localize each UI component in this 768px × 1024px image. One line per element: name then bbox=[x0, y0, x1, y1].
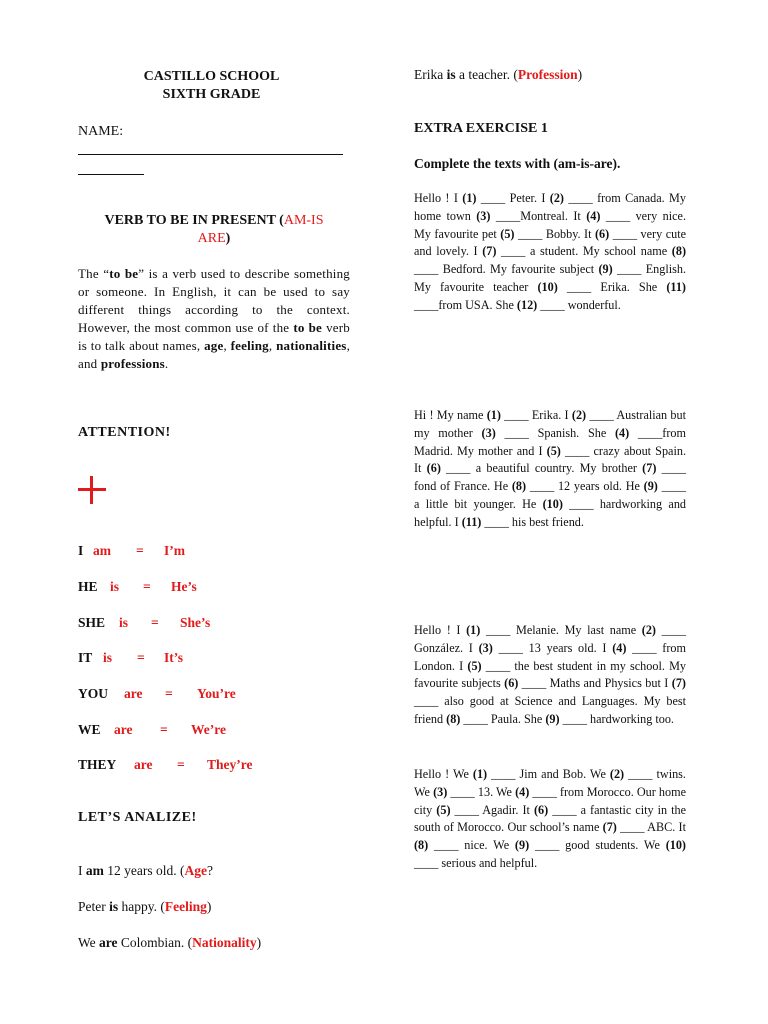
example-pre: We bbox=[78, 935, 100, 950]
equals-sign: = bbox=[151, 615, 159, 630]
blank-number: (9) bbox=[643, 479, 658, 494]
text-run: Hello ! I bbox=[414, 191, 463, 205]
intro-text-1: The “ bbox=[78, 266, 110, 281]
example-close: ) bbox=[577, 67, 583, 82]
contraction: We’re bbox=[191, 722, 226, 737]
text-run: ____from USA. She bbox=[414, 297, 517, 312]
example-post: happy. ( bbox=[118, 899, 165, 914]
text-run: ____ from Canada. My home town bbox=[414, 191, 686, 223]
text-run: ____ Erika. She bbox=[557, 279, 667, 294]
blank-number: (8) bbox=[414, 838, 429, 853]
example-category: Profession bbox=[517, 67, 578, 82]
pronoun: YOU bbox=[78, 686, 108, 701]
text-run: ____ hardworking too. bbox=[559, 711, 674, 726]
text-run: ____ Erika. I bbox=[500, 408, 572, 422]
text-run: ____ hardworking and helpful. I bbox=[414, 496, 687, 529]
text-run: ____ Jim and Bob. We bbox=[487, 767, 610, 781]
contraction: He’s bbox=[171, 579, 197, 594]
blank-number: (3) bbox=[481, 425, 496, 440]
example-verb: am bbox=[85, 863, 104, 878]
intro-feeling: feeling bbox=[230, 338, 269, 353]
exercise-text-1 bbox=[414, 190, 686, 315]
section-title-text: VERB TO BE IN PRESENT ( bbox=[104, 213, 284, 228]
text-run: ____ crazy about Spain. It bbox=[414, 443, 686, 476]
text-run: Hello ! I bbox=[414, 623, 467, 637]
blank-number: (3) bbox=[476, 208, 491, 223]
blank-number: (6) bbox=[533, 802, 549, 817]
blank-number: (12) bbox=[516, 297, 538, 312]
blank-number: (9) bbox=[514, 838, 530, 853]
blank-number: (4) bbox=[586, 208, 601, 223]
text-run: ____ twins. We bbox=[414, 767, 686, 799]
text-run: Hello ! We bbox=[414, 767, 473, 781]
intro-text-2: ” is a verb used to describe something or someone. In English, it can be used to say different things according to the context. However, the most common use of the bbox=[78, 266, 350, 335]
name-line-1[interactable] bbox=[78, 154, 343, 155]
grade-label: SIXTH GRADE bbox=[162, 87, 261, 102]
intro-to-be: to be bbox=[109, 266, 139, 281]
text-run: ____ 12 years old. He bbox=[526, 479, 644, 494]
blank-number: (9) bbox=[598, 262, 613, 277]
verb-form: is bbox=[119, 615, 129, 630]
section-title-forms-1: AM-IS bbox=[283, 213, 324, 228]
text-run: ____Montreal. It bbox=[490, 208, 587, 223]
text-run: ____ Paula. She bbox=[460, 711, 546, 726]
exercise-text-3 bbox=[414, 622, 686, 729]
text-run: ____ Peter. I bbox=[476, 191, 550, 205]
text-run: ____ the best student in my school. My favourite subjects bbox=[414, 658, 686, 691]
blank-number: (10) bbox=[542, 496, 563, 511]
blank-number: (5) bbox=[500, 226, 515, 241]
plus-icon bbox=[78, 476, 106, 504]
blank-number: (7) bbox=[671, 676, 686, 691]
name-line-2[interactable] bbox=[78, 174, 144, 175]
blank-number: (9) bbox=[545, 711, 560, 726]
example-sentence bbox=[414, 67, 582, 83]
blank-number: (6) bbox=[426, 461, 441, 476]
blank-number: (1) bbox=[466, 623, 481, 637]
example-category: Feeling bbox=[164, 899, 207, 914]
contraction: She’s bbox=[180, 615, 211, 630]
blank-number: (1) bbox=[472, 767, 488, 781]
intro-comma-2: , bbox=[268, 338, 277, 353]
pronoun: THEY bbox=[78, 757, 117, 772]
text-run: ____ nice. We bbox=[428, 838, 515, 853]
text-run: ____ very cute and lovely. I bbox=[414, 226, 686, 259]
blank-number: (7) bbox=[642, 461, 657, 476]
text-run: ____ Spanish. She bbox=[495, 425, 615, 440]
example-pre: Erika bbox=[414, 67, 447, 82]
blank-number: (10) bbox=[537, 279, 558, 294]
blank-number: (4) bbox=[614, 425, 630, 440]
example-verb: is bbox=[109, 899, 119, 914]
text-run: ____ his best friend. bbox=[481, 514, 584, 529]
text-run: ____ good students. We bbox=[529, 838, 666, 853]
example-pre: I bbox=[78, 863, 86, 878]
blank-number: (8) bbox=[446, 711, 461, 726]
pronoun: IT bbox=[78, 650, 93, 665]
blank-number: (7) bbox=[482, 244, 497, 259]
section-title bbox=[78, 212, 350, 248]
exercise-text-4 bbox=[414, 766, 686, 873]
intro-paragraph bbox=[78, 265, 350, 373]
example-category: Age bbox=[184, 863, 207, 878]
verb-form: am bbox=[93, 543, 111, 558]
blank-number: (7) bbox=[602, 820, 617, 835]
blank-number: (1) bbox=[462, 191, 477, 205]
contraction: They’re bbox=[207, 757, 253, 772]
verb-form: is bbox=[110, 579, 120, 594]
blank-number: (4) bbox=[612, 640, 627, 655]
blank-number: (11) bbox=[666, 279, 686, 294]
blank-number: (3) bbox=[478, 640, 493, 655]
example-post: 12 years old. ( bbox=[103, 863, 185, 878]
blank-number: (8) bbox=[671, 244, 687, 259]
text-run: ____ Bedford. My favourite subject bbox=[414, 262, 599, 277]
text-run: ____ a student. My school name bbox=[496, 244, 672, 259]
text-run: ____ Melanie. My last name bbox=[480, 623, 642, 637]
text-run: ____ 13. We bbox=[447, 784, 516, 799]
blank-number: (1) bbox=[486, 408, 501, 422]
blank-number: (6) bbox=[595, 226, 610, 241]
name-label: NAME: bbox=[78, 124, 124, 139]
blank-number: (8) bbox=[511, 479, 527, 494]
exercise-text-2 bbox=[414, 407, 686, 532]
text-run: ____ a beautiful country. My brother bbox=[440, 461, 643, 476]
example-sentence bbox=[78, 935, 261, 951]
blank-number: (3) bbox=[433, 784, 448, 799]
text-run: ____ ABC. It bbox=[616, 820, 686, 835]
verb-form: are bbox=[124, 686, 143, 701]
intro-professions: professions bbox=[100, 356, 165, 371]
equals-sign: = bbox=[143, 579, 151, 594]
equals-sign: = bbox=[136, 543, 144, 558]
text-run: ____ wonderful. bbox=[537, 297, 621, 312]
example-close: ) bbox=[206, 899, 212, 914]
blank-number: (10) bbox=[665, 838, 686, 853]
intro-comma-1: , bbox=[223, 338, 231, 353]
pronoun: SHE bbox=[78, 615, 106, 630]
verb-form: are bbox=[134, 757, 153, 772]
text-run: ____ very nice. My favourite pet bbox=[414, 208, 686, 241]
text-run: ____ 13 years old. I bbox=[492, 640, 613, 655]
verb-form: is bbox=[103, 650, 113, 665]
pronoun: HE bbox=[78, 579, 98, 594]
example-sentence bbox=[78, 899, 211, 915]
exercise-instruction: Complete the texts with (am-is-are). bbox=[414, 156, 621, 171]
example-close: ) bbox=[256, 935, 262, 950]
example-pre: Peter bbox=[78, 899, 110, 914]
example-category: Nationality bbox=[192, 935, 257, 950]
text-run: ____ a little bit younger. He bbox=[414, 479, 686, 511]
blank-number: (5) bbox=[436, 802, 451, 817]
equals-sign: = bbox=[165, 686, 173, 701]
text-run: ____ Australian but my mother bbox=[414, 408, 687, 440]
text-run: ____ serious and helpful. bbox=[414, 855, 538, 870]
text-run: ____ from Morocco. Our home city bbox=[414, 784, 687, 817]
intro-nationalities: nationalities bbox=[276, 338, 347, 353]
intro-to-be-2: to be bbox=[293, 320, 323, 335]
intro-comma-3: , and bbox=[78, 338, 351, 371]
text-run: ____ from London. I bbox=[414, 640, 686, 673]
blank-number: (2) bbox=[609, 767, 625, 781]
text-run: ____ English. My favourite teacher bbox=[414, 262, 686, 294]
text-run: ____ also good at Science and Languages. My best friend bbox=[414, 694, 686, 726]
text-run: ____ Agadir. It bbox=[450, 802, 534, 817]
contraction: I’m bbox=[164, 543, 185, 558]
text-run: ____from Madrid. My mother and I bbox=[414, 425, 686, 458]
contraction: It’s bbox=[164, 650, 183, 665]
pronoun: WE bbox=[78, 722, 101, 737]
exercise-title: EXTRA EXERCISE 1 bbox=[414, 121, 548, 136]
blank-number: (2) bbox=[571, 408, 587, 422]
example-verb: are bbox=[99, 935, 118, 950]
equals-sign: = bbox=[137, 650, 145, 665]
example-close: ? bbox=[206, 863, 213, 878]
contraction: You’re bbox=[197, 686, 236, 701]
intro-text-3: verb is to talk about names, bbox=[78, 320, 350, 353]
blank-number: (2) bbox=[641, 623, 656, 637]
blank-number: (6) bbox=[504, 676, 519, 691]
blank-number: (4) bbox=[515, 784, 530, 799]
example-verb: is bbox=[446, 67, 456, 82]
blank-number: (5) bbox=[467, 658, 482, 673]
school-name: CASTILLO SCHOOL bbox=[143, 69, 280, 84]
pronoun: I bbox=[78, 543, 84, 558]
example-post: Colombian. ( bbox=[117, 935, 193, 950]
example-sentence bbox=[78, 863, 213, 879]
attention-heading: ATTENTION! bbox=[78, 425, 171, 440]
plus-icon-bar-v bbox=[90, 476, 93, 504]
text-run: ____ fond of France. He bbox=[414, 461, 686, 494]
text-run: ____ Bobby. It bbox=[514, 226, 595, 241]
blank-number: (11) bbox=[461, 514, 482, 529]
analyze-heading: LET’S ANALIZE! bbox=[78, 810, 197, 825]
blank-number: (5) bbox=[546, 443, 561, 458]
intro-end: . bbox=[164, 356, 169, 371]
example-post: a teacher. ( bbox=[455, 67, 518, 82]
text-run: Hi ! My name bbox=[414, 408, 487, 422]
text-run: ____ González. I bbox=[414, 623, 686, 655]
blank-number: (2) bbox=[549, 191, 564, 205]
section-title-forms-2: ARE bbox=[197, 231, 226, 246]
section-title-close: ) bbox=[225, 231, 231, 246]
text-run: ____ a fantastic city in the south of Morocco. Our school’s name bbox=[414, 802, 686, 835]
verb-form: are bbox=[114, 722, 133, 737]
equals-sign: = bbox=[160, 722, 168, 737]
equals-sign: = bbox=[177, 757, 185, 772]
text-run: ____ Maths and Physics but I bbox=[518, 676, 672, 691]
intro-age: age bbox=[204, 338, 224, 353]
